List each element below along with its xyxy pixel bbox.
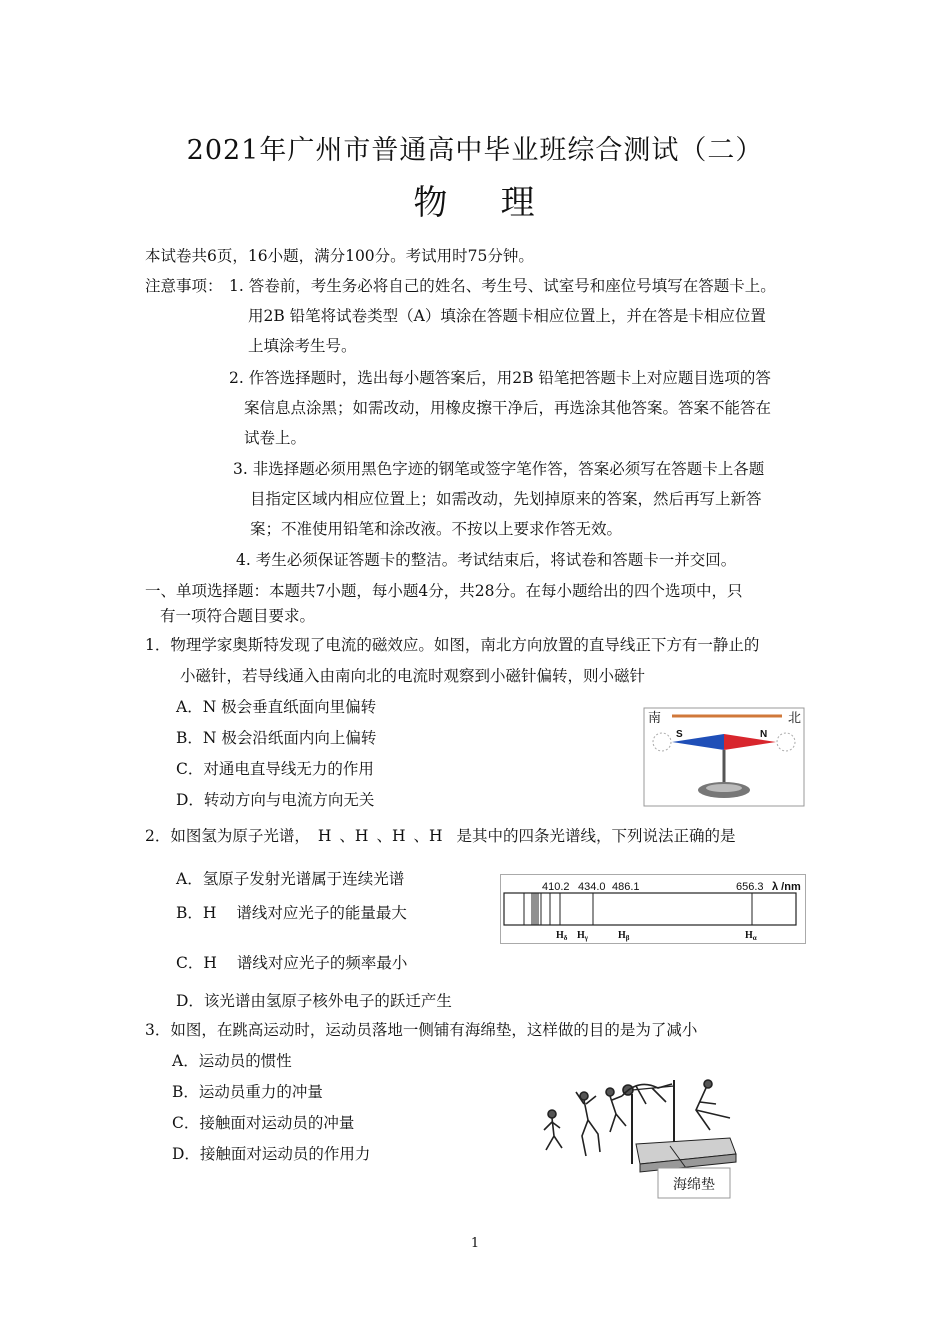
q2-h1: H: [317, 827, 332, 845]
notice-3-line3: 案；不准使用铅笔和涂改液。不按以上要求作答无效。: [250, 520, 623, 538]
notice-4-line1: 4. 考生必须保证答题卡的整洁。考试结束后，将试卷和答题卡一并交回。: [236, 551, 737, 569]
notice-2-line3: 试卷上。: [244, 429, 307, 447]
wavelength-656: 656.3: [736, 881, 764, 893]
exam-title: 2021年广州市普通高中毕业班综合测试（二）: [186, 135, 764, 166]
q2-option-a: A．氢原子发射光谱属于连续光谱: [176, 870, 405, 888]
q3-option-c: C．接触面对运动员的冲量: [172, 1114, 355, 1132]
notice-2-line2: 案信息点涂黑；如需改动，用橡皮擦干净后，再选涂其他答案。答案不能答在: [244, 399, 772, 417]
q1-option-c: C．对通电直导线无力的作用: [176, 760, 374, 778]
notice-2-line1: 2. 作答选择题时，选出每小题答案后，用2B 铅笔把答题卡上对应题目选项的答: [229, 369, 771, 387]
label-h-gamma: $H_\gamma$: [577, 930, 589, 942]
q2-sep2: 、: [376, 827, 392, 845]
wavelength-434: 434.0: [578, 881, 606, 893]
athlete-flight-icon: [606, 1084, 672, 1132]
q1-stem-line2: 小磁针，若导线通入由南向北的电流时观察到小磁针偏转，则小磁针: [180, 667, 646, 685]
q2-option-b: B．H 谱线对应光子的能量最大: [176, 904, 407, 922]
spectrum-diagram: [500, 874, 806, 944]
wavelength-unit: λ /nm: [772, 881, 801, 893]
q1-compass-figure: [642, 706, 806, 808]
q3-option-b: B．运动员重力的冲量: [172, 1083, 323, 1101]
needle-north-half: [724, 734, 776, 750]
q2-stem-suffix: 是其中的四条光谱线，下列说法正确的是: [456, 827, 736, 845]
section-heading-line2: 有一项符合题目要求。: [160, 607, 316, 625]
q2-stem-prefix: 2．如图氢为原子光谱，: [145, 827, 310, 845]
q3-option-a: A．运动员的惯性: [172, 1052, 292, 1070]
q2-sep1: 、: [339, 827, 355, 845]
notice-1-line1: 1. 答卷前，考生务必将自己的姓名、考生号、试室号和座位号填写在答题卡上。: [229, 277, 776, 295]
q2-h4: H: [429, 827, 443, 845]
q2-stem-line: [145, 826, 736, 846]
q2-option-c-symbol: H: [203, 954, 217, 972]
q1-option-a: A．N 极会垂直纸面向里偏转: [176, 698, 377, 716]
label-south: 南: [648, 710, 662, 725]
label-north: 北: [788, 710, 802, 725]
notice-3-line1: 3. 非选择题必须用黑色字迹的钢笔或签字笔作答，答案必须写在答题卡上各题: [233, 460, 765, 478]
q2-h2: H: [354, 827, 369, 845]
label-h-alpha: $H_\alpha$: [745, 930, 757, 942]
q3-stem: 3．如图，在跳高运动时，运动员落地一侧铺有海绵垫，这样做的目的是为了减小: [145, 1021, 698, 1039]
q1-option-b: B．N 极会沿纸面内向上偏转: [176, 729, 377, 747]
q2-sep3: 、: [413, 827, 430, 845]
wavelength-410: 410.2: [542, 881, 570, 893]
q2-spectrum-figure: [500, 874, 806, 944]
label-h-beta: $H_\beta$: [618, 930, 630, 942]
label-h-delta: $H_\delta$: [556, 930, 568, 942]
q2-option-d: D．该光谱由氢原子核外电子的跃迁产生: [176, 992, 452, 1010]
exam-intro: 本试卷共6页，16小题，满分100分。考试用时75分钟。: [145, 247, 534, 265]
notice-label: 注意事项：: [145, 277, 223, 295]
q3-option-d: D．接触面对运动员的作用力: [172, 1145, 371, 1163]
subject-title: 物 理: [413, 183, 537, 223]
right-ghost-circle: [777, 733, 795, 751]
notice-1-line3: 上填涂考生号。: [248, 337, 357, 355]
athlete-takeoff-icon: [576, 1092, 600, 1156]
athlete-runner-icon: [544, 1110, 562, 1150]
wavelength-486: 486.1: [612, 881, 640, 893]
left-ghost-circle: [653, 733, 671, 751]
page-number: 1: [470, 1236, 480, 1251]
pole-s-label: S: [676, 729, 683, 740]
section-heading-line1: 一、单项选择题：本题共7小题，每小题4分，共28分。在每小题给出的四个选项中，只: [145, 582, 743, 600]
q2-option-c: C．H 谱线对应光子的频率最小: [176, 954, 408, 972]
notice-3-line2: 目指定区域内相应位置上；如需改动，先划掉原来的答案，然后再写上新答: [250, 490, 762, 508]
q1-stem-line1: 1．物理学家奥斯特发现了电流的磁效应。如图，南北方向放置的直导线正下方有一静止的: [145, 636, 760, 654]
compass-diagram: [642, 706, 806, 808]
athlete-landing-icon: [696, 1080, 730, 1130]
high-jump-diagram: [540, 1074, 740, 1202]
q1-option-d: D．转动方向与电流方向无关: [176, 791, 375, 809]
q2-h3: H: [391, 827, 406, 845]
pole-n-label: N: [760, 729, 768, 740]
mat-label: 海绵垫: [673, 1177, 715, 1193]
q3-high-jump-figure: [540, 1074, 740, 1202]
notice-1-line2: 用2B 铅笔将试卷类型（A）填涂在答题卡相应位置上，并在答是卡相应位置: [248, 307, 766, 325]
stand-base-top: [706, 784, 742, 792]
q2-option-b-symbol: H: [202, 904, 217, 922]
